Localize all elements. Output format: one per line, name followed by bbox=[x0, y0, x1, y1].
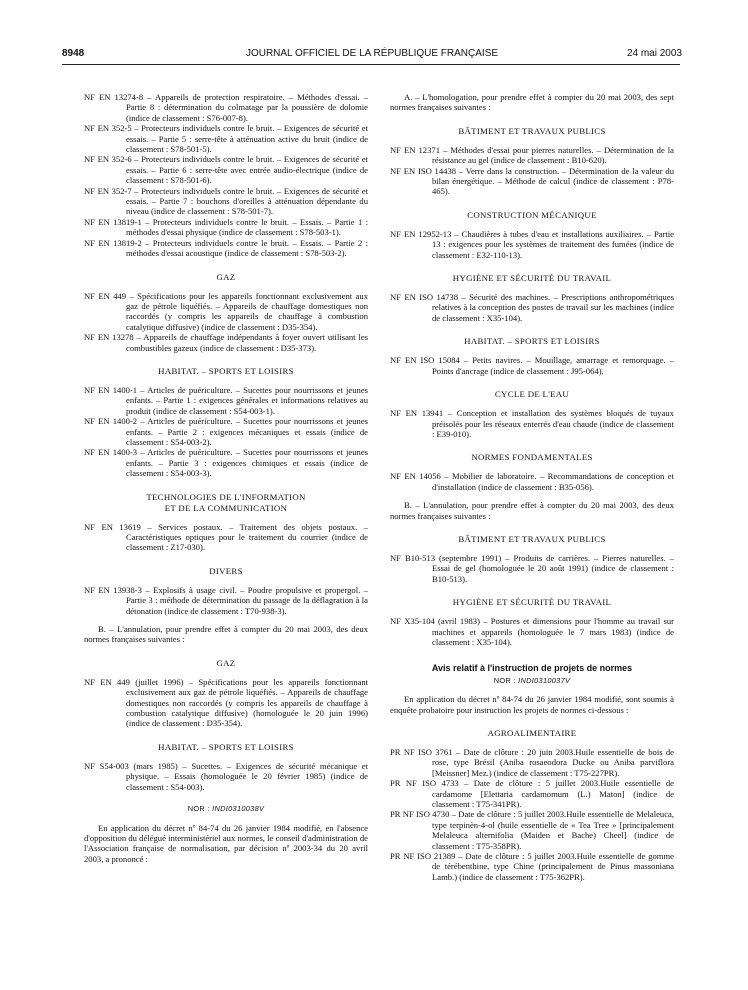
norm-reference: NF EN 352-7 bbox=[84, 185, 132, 196]
norm-reference: NF B10-513 (septembre 1991) bbox=[390, 552, 502, 563]
section-title-habitat: HABITAT. – SPORTS ET LOISIRS bbox=[158, 741, 294, 752]
section-title-divers: DIVERS bbox=[209, 565, 243, 576]
norm-description: – Date de clôture : 5 juillet 2003. bbox=[449, 809, 567, 820]
norm-entry bbox=[84, 154, 368, 185]
section-title-habitat: HABITAT. – SPORTS ET LOISIRS bbox=[464, 336, 600, 347]
norm-reference: NF EN 13941 bbox=[390, 408, 444, 419]
norm-reference: NF EN 13938-3 bbox=[84, 584, 142, 595]
norm-reference: NF EN 13819-2 bbox=[84, 237, 142, 248]
norm-detail: Huile essentielle de gomme de térébenthine, type Chine (principalement de Pinus massoniana Lamb.) (indice de classement : T75-362PR). bbox=[432, 851, 674, 882]
nor-code: INDI0310038V bbox=[212, 804, 265, 814]
section-title-batiment: BÂTIMENT ET TRAVAUX PUBLICS bbox=[458, 533, 606, 544]
norm-reference: NF EN 14056 bbox=[390, 471, 441, 482]
norm-entry bbox=[84, 761, 368, 792]
norm-reference: NF EN 352-6 bbox=[84, 154, 132, 165]
issue-date: 24 mai 2003 bbox=[626, 48, 682, 59]
norm-reference: NF EN 13278 bbox=[84, 332, 134, 343]
norm-reference: PR NF ISO 21389 bbox=[390, 851, 456, 862]
norm-entry bbox=[84, 447, 368, 478]
norm-reference: NF EN 12952-13 bbox=[390, 228, 452, 239]
left-column bbox=[84, 92, 368, 866]
norm-entry bbox=[84, 522, 368, 553]
norm-reference: NF EN 1400-2 bbox=[84, 416, 138, 427]
norm-description: – Articles de puériculture. – Sucettes pour nourrissons et jeunes enfants. – Partie 2 : exigences mécaniques et essais (indice de classement : S54-003-2). bbox=[126, 416, 368, 447]
norm-reference: NF EN 352-5 bbox=[84, 123, 132, 134]
norm-description: – Date de clôture : 20 juin 2003. bbox=[452, 747, 576, 757]
norm-entry bbox=[84, 291, 368, 333]
norm-description: – Appareils de protection respiratoire. – Méthodes d'essai. – Partie 8 : détermination du colmatage par la poussière de dolomie (indice de classement : S76-007-8). bbox=[126, 92, 368, 123]
annulation-paragraph: B. – L'annulation, pour prendre effet à compter du 20 mai 2003, des deux normes françaises suivantes : bbox=[84, 624, 368, 645]
norm-entry bbox=[84, 677, 368, 729]
page-header bbox=[62, 48, 682, 64]
nor-code: INDI0310037V bbox=[518, 675, 571, 685]
norm-reference: NF EN 1400-3 bbox=[84, 447, 138, 458]
homologation-paragraph: A. – L'homologation, pour prendre effet à compter du 20 mai 2003, des sept normes françaises suivantes : bbox=[390, 92, 674, 113]
norm-detail: Huile essentielle de cardamome [Elettaria cardamomum (L.) Maton] (indice de classement : T75-341PR). bbox=[432, 778, 675, 810]
norm-entry bbox=[390, 778, 674, 809]
norm-description: – Appareils de chauffage indépendants à foyer ouvert utilisant les combustibles gazeux (indice de classement : D35-373). bbox=[126, 332, 368, 353]
nor-label: NOR : bbox=[187, 804, 213, 814]
closing-paragraph: En application du décret nº 84-74 du 26 janvier 1984 modifié, en l'absence d'opposition du délégué interministériel aux normes, le conseil d'administration de l'Association française de normalisation, par décision nº 2003-34 du 20 avril 2003, a prononcé : bbox=[84, 822, 368, 864]
norm-description: – Explosifs à usage civil. – Poudre propulsive et propergol. – Partie 3 : méthode de détermination du passage de la déflagration à la détonation (indice de classement : T70-938-3). bbox=[126, 584, 368, 616]
section-title-construction: CONSTRUCTION MÉCANIQUE bbox=[467, 209, 597, 220]
norm-entry bbox=[84, 238, 368, 259]
norm-entry bbox=[390, 292, 674, 323]
norm-reference: NF EN ISO 15084 bbox=[390, 355, 460, 366]
section-title-hygiene: HYGIÈNE ET SÉCURITÉ DU TRAVAIL bbox=[452, 597, 612, 608]
enquete-paragraph: En application du décret nº 84-74 du 26 janvier 1984 modifié, sont soumis à enquête probatoire pour instruction les projets de normes ci-dessous : bbox=[390, 694, 674, 715]
norm-reference: NF S54-003 (mars 1985) bbox=[84, 760, 178, 771]
norm-entry bbox=[390, 471, 674, 492]
norm-description: – Chaudières à tubes d'eau et installations auxiliaires. – Partie 13 : exigences pour les systèmes de traitement des fumées (indice de classement : E32-110-13). bbox=[432, 228, 674, 260]
norm-description: – Petits navires. – Mouillage, amarrage et remorquage. – Points d'ancrage (indice de classement : J95-064). bbox=[432, 355, 674, 376]
norm-description: – Méthodes d'essai pour pierres naturelles. – Détermination de la résistance au gel (indice de classement : B10-620). bbox=[432, 144, 674, 166]
section-title-line: ET DE LA COMMUNICATION bbox=[164, 502, 288, 513]
norm-description: – Protecteurs individuels contre le bruit. – Essais. – Partie 2 : méthodes d'essai acoustique (indice de classement : S78-503-2). bbox=[126, 237, 368, 259]
norm-description: – Protecteurs individuels contre le bruit. – Exigences de sécurité et essais. – Partie 7 : bouchons d'oreilles à atténuation dépendante du niveau (indice de classement : S78-501-7). bbox=[126, 185, 368, 217]
header-rule bbox=[62, 64, 680, 65]
section-title-line: TECHNOLOGIES DE L'INFORMATION bbox=[146, 491, 306, 502]
norm-description: – Sucettes. – Exigences de sécurité mécanique et physique. – Essais (homologuée le 20 février 1985) (indice de classement : S54-003). bbox=[126, 760, 368, 792]
section-title-hygiene: HYGIÈNE ET SÉCURITÉ DU TRAVAIL bbox=[452, 273, 612, 284]
section-title-technologies bbox=[84, 492, 368, 514]
norm-reference: NF EN ISO 14438 bbox=[390, 165, 457, 176]
norm-description: – Protecteurs individuels contre le bruit. – Exigences de sécurité et essais. – Partie 5 : serre-tête à atténuation active du bruit (indice de classement : S78-501-5). bbox=[126, 123, 368, 155]
norm-reference: NF EN 12371 bbox=[390, 144, 440, 155]
norm-entry bbox=[84, 217, 368, 238]
section-title-agroalimentaire: AGROALIMENTAIRE bbox=[487, 728, 577, 738]
norm-description: – Mobilier de laboratoire. – Recommandations de conception et d'installation (indice de classement : B35-056). bbox=[432, 471, 674, 492]
norm-description: – Spécifications pour les appareils fonctionnant exclusivement aux gaz de pétrole liquéfiés. – Appareils de chauffage domestiques non raccordés (y compris les appareils de chauffage à combustion catalytique diffusive) (homologuée le 20 juin 1996) (indice de classement : D35-354). bbox=[126, 676, 368, 729]
norm-description: – Verre dans la construction. – Détermination de la valeur du bilan énergétique. – Méthode de calcul (indice de classement : P78-465). bbox=[432, 165, 675, 197]
norm-reference: NF EN 13619 bbox=[84, 521, 141, 532]
norm-entry bbox=[390, 145, 674, 166]
norm-description: – Sécurité des machines. – Prescriptions anthropométriques relatives à la conception des postes de travail sur les machines (indice de classement : X35-104). bbox=[432, 292, 674, 323]
norm-entry bbox=[84, 332, 368, 353]
norm-description: – Articles de puériculture. – Sucettes pour nourrissons et jeunes enfants. – Partie 3 : exigences chimiques et essais (indice de classement : S54-003-3). bbox=[126, 447, 368, 479]
norm-entry bbox=[84, 123, 368, 154]
norm-description: – Conception et installation des systèmes bloqués de tuyaux préisolés pour les réseaux enterrés d'eau chaude (indice de classement : E39-010). bbox=[432, 408, 674, 439]
nor-reference bbox=[390, 676, 674, 686]
norm-reference: PR NF ISO 4733 bbox=[390, 778, 459, 789]
journal-title: JOURNAL OFFICIEL DE LA RÉPUBLIQUE FRANÇAISE bbox=[245, 48, 499, 59]
norm-reference: NF EN 13274-8 bbox=[84, 92, 144, 102]
nor-label: NOR : bbox=[493, 675, 519, 685]
norm-description: – Date de clôture : 5 juillet 2003. bbox=[458, 778, 601, 789]
norm-detail: Huile essentielle de Melaleuca, type terpinèn-4-ol (huile essentielle de « Tea Tree » [principalement Melaleuca alternifolia (Maiden et Bache) Cheel] (indice de classement : T75-358PR). bbox=[432, 809, 674, 851]
norm-description: – Produits de carrières. – Pierres naturelles. – Essai de gel (homologuée le 20 août 1991) (indice de classement : B10-513). bbox=[432, 552, 674, 584]
norm-reference: NF EN 1400-1 bbox=[84, 384, 138, 395]
norm-description: – Spécifications pour les appareils fonctionnant exclusivement aux gaz de pétrole liquéfiés. – Appareils de chauffage domestiques non raccordés (y compris les appareils de chauffage à combustion catalytique diffusive) (indice de classement : D35-354). bbox=[126, 290, 368, 332]
norm-entry bbox=[390, 553, 674, 584]
page-number: 8948 bbox=[62, 48, 85, 59]
norm-reference: PR NF ISO 4730 bbox=[390, 809, 450, 820]
section-title-cycle-eau: CYCLE DE L'EAU bbox=[494, 389, 570, 400]
norm-description: – Articles de puériculture. – Sucettes pour nourrissons et jeunes enfants. – Partie 1 : exigences générales et informations relatives au produit (indice de classement : S54-003-1). bbox=[126, 384, 368, 416]
section-title-habitat: HABITAT. – SPORTS ET LOISIRS bbox=[158, 365, 294, 376]
norm-entry bbox=[390, 355, 674, 376]
section-title-normes: NORMES FONDAMENTALES bbox=[471, 452, 593, 463]
norm-reference: NF EN ISO 14738 bbox=[390, 292, 459, 303]
norm-reference: NF EN 13819-1 bbox=[84, 216, 142, 227]
annulation-paragraph: B. – L'annulation, pour prendre effet à compter du 20 mai 2003, des deux normes françaises suivantes : bbox=[390, 500, 674, 521]
section-title-gaz: GAZ bbox=[216, 657, 236, 668]
norm-description: – Postures et dimensions pour l'homme au travail sur machines et appareils (homologuée le 7 mars 1983) (indice de classement : X35-104). bbox=[432, 616, 674, 647]
norm-entry bbox=[390, 229, 674, 260]
norm-entry bbox=[390, 747, 674, 778]
norm-reference: NF EN 449 (juillet 1996) bbox=[84, 676, 184, 687]
norm-entry bbox=[84, 585, 368, 616]
norm-entry bbox=[84, 416, 368, 447]
norm-entry bbox=[390, 166, 674, 197]
norm-description: – Protecteurs individuels contre le bruit. – Essais. – Partie 1 : méthodes d'essai physique (indice de classement : S78-503-1). bbox=[126, 216, 368, 238]
norm-entry bbox=[84, 92, 368, 123]
norm-detail: Huile essentielle de bois de rose, type Brésil (Aniba rosaeodora Ducke ou Aniba parviflora [Meissner] Mez.) (indice de classement : T75-227PR). bbox=[432, 747, 674, 778]
norm-entry bbox=[84, 186, 368, 217]
avis-title: Avis relatif à l'instruction de projets de normes bbox=[431, 663, 633, 674]
norm-description: – Date de clôture : 5 juillet 2003. bbox=[455, 851, 577, 862]
norm-description: – Services postaux. – Traitement des objets postaux. – Caractéristiques optiques pour le traitement du courrier (indice de classement : Z17-030). bbox=[126, 521, 368, 553]
norm-reference: PR NF ISO 3761 bbox=[390, 747, 453, 757]
section-title-gaz: GAZ bbox=[216, 271, 236, 282]
norm-description: – Protecteurs individuels contre le bruit. – Exigences de sécurité et essais. – Partie 6 : serre-tête avec entrée audio-électrique (indice de classement : S78-501-6). bbox=[126, 154, 368, 186]
right-column bbox=[390, 92, 674, 882]
norm-reference: NF EN 449 bbox=[84, 290, 127, 301]
norm-entry bbox=[390, 408, 674, 439]
section-title-batiment: BÂTIMENT ET TRAVAUX PUBLICS bbox=[458, 125, 606, 136]
norm-reference: NF X35-104 (avril 1983) bbox=[390, 616, 480, 627]
nor-reference bbox=[84, 804, 368, 814]
norm-entry bbox=[390, 616, 674, 647]
norm-entry bbox=[390, 809, 674, 851]
norm-entry bbox=[390, 851, 674, 882]
norm-entry bbox=[84, 385, 368, 416]
